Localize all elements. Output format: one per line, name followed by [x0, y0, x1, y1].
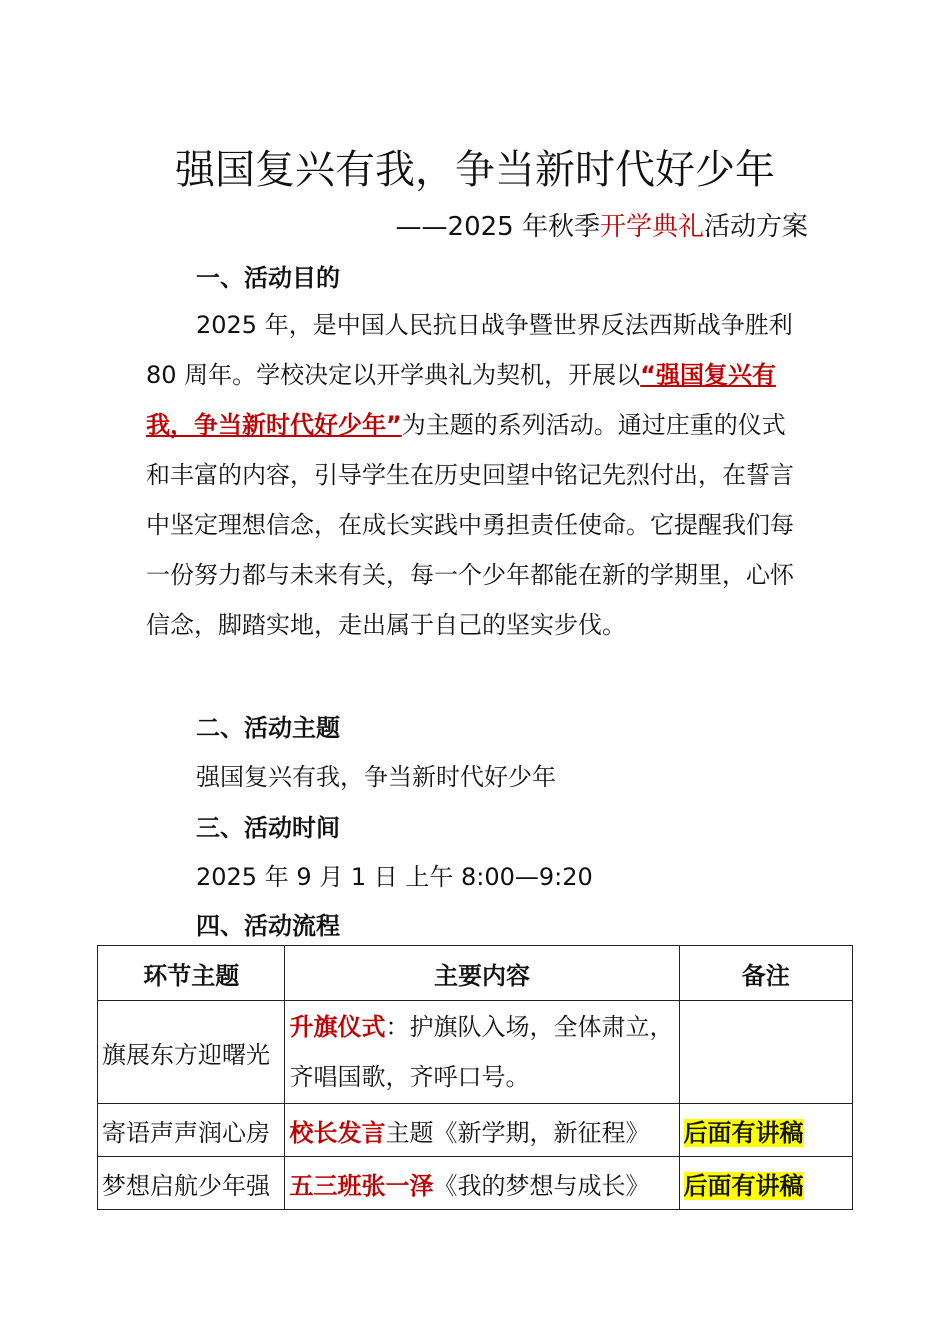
- table-header-row: [98, 946, 853, 1001]
- row-content: [285, 1001, 679, 1104]
- table-row: [98, 1001, 853, 1104]
- subtitle-suffix: 活动方案: [703, 212, 808, 242]
- section-heading-purpose: 一、活动目的: [196, 264, 340, 292]
- purpose-text-2: 为主题的系列活动。通过庄重的仪式和丰富的内容，引导学生在历史回望中铭记先烈付出，在誓言中坚定理想信念，在成长实践中勇担责任使命。它提醒我们每一份努力都与未来有关，每一个少年都能在新的学期里，心怀信念，脚踏实地，走出属于自己的坚实步伐。: [146, 411, 794, 639]
- section-heading-process: 四、活动流程: [196, 912, 340, 940]
- purpose-text-1: 2025 年，是中国人民抗日战争暨世界反法西斯战争胜利 80 周年。学校决定以开学典礼为契机，开展以: [146, 311, 793, 389]
- note-highlight: 后面有讲稿: [683, 1118, 804, 1147]
- row-content: [285, 1104, 679, 1157]
- content-text: 主题《新学期，新征程》: [385, 1118, 650, 1147]
- theme-text: 强国复兴有我，争当新时代好少年: [196, 763, 556, 791]
- header-content: 主要内容: [285, 946, 679, 1001]
- purpose-paragraph: [146, 300, 806, 650]
- row-theme: 梦想启航少年强: [98, 1157, 285, 1210]
- row-content: [285, 1157, 679, 1210]
- header-note: 备注: [679, 946, 852, 1001]
- subtitle-prefix: ——2025 年秋季: [395, 212, 600, 242]
- row-note: [679, 1104, 852, 1157]
- time-text: 2025 年 9 月 1 日 上午 8:00—9:20: [196, 863, 593, 891]
- content-text: 《我的梦想与成长》: [433, 1171, 650, 1200]
- note-highlight: 后面有讲稿: [683, 1171, 804, 1200]
- content-emphasis: 校长发言: [289, 1118, 386, 1147]
- row-note: [679, 1157, 852, 1210]
- content-text: ：护旗队入场，全体肃立，齐唱国歌，齐呼口号。: [289, 1013, 674, 1091]
- section-heading-theme: 二、活动主题: [196, 714, 340, 742]
- section-heading-time: 三、活动时间: [196, 814, 340, 842]
- document-subtitle: [396, 206, 808, 243]
- theme-quote: “强国复兴有我，争当新时代好少年”: [146, 361, 776, 439]
- header-theme: 环节主题: [98, 946, 285, 1001]
- process-table: [97, 945, 853, 1210]
- row-note: [679, 1001, 852, 1104]
- content-emphasis: 升旗仪式: [289, 1013, 386, 1041]
- table-row: [98, 1157, 853, 1210]
- table-row: [98, 1104, 853, 1157]
- content-emphasis: 五三班张一泽: [289, 1171, 434, 1200]
- row-theme: 寄语声声润心房: [98, 1104, 285, 1157]
- document-title: 强国复兴有我，争当新时代好少年: [175, 147, 775, 193]
- subtitle-highlight: 开学典礼: [599, 212, 704, 242]
- row-theme: 旗展东方迎曙光: [98, 1001, 285, 1104]
